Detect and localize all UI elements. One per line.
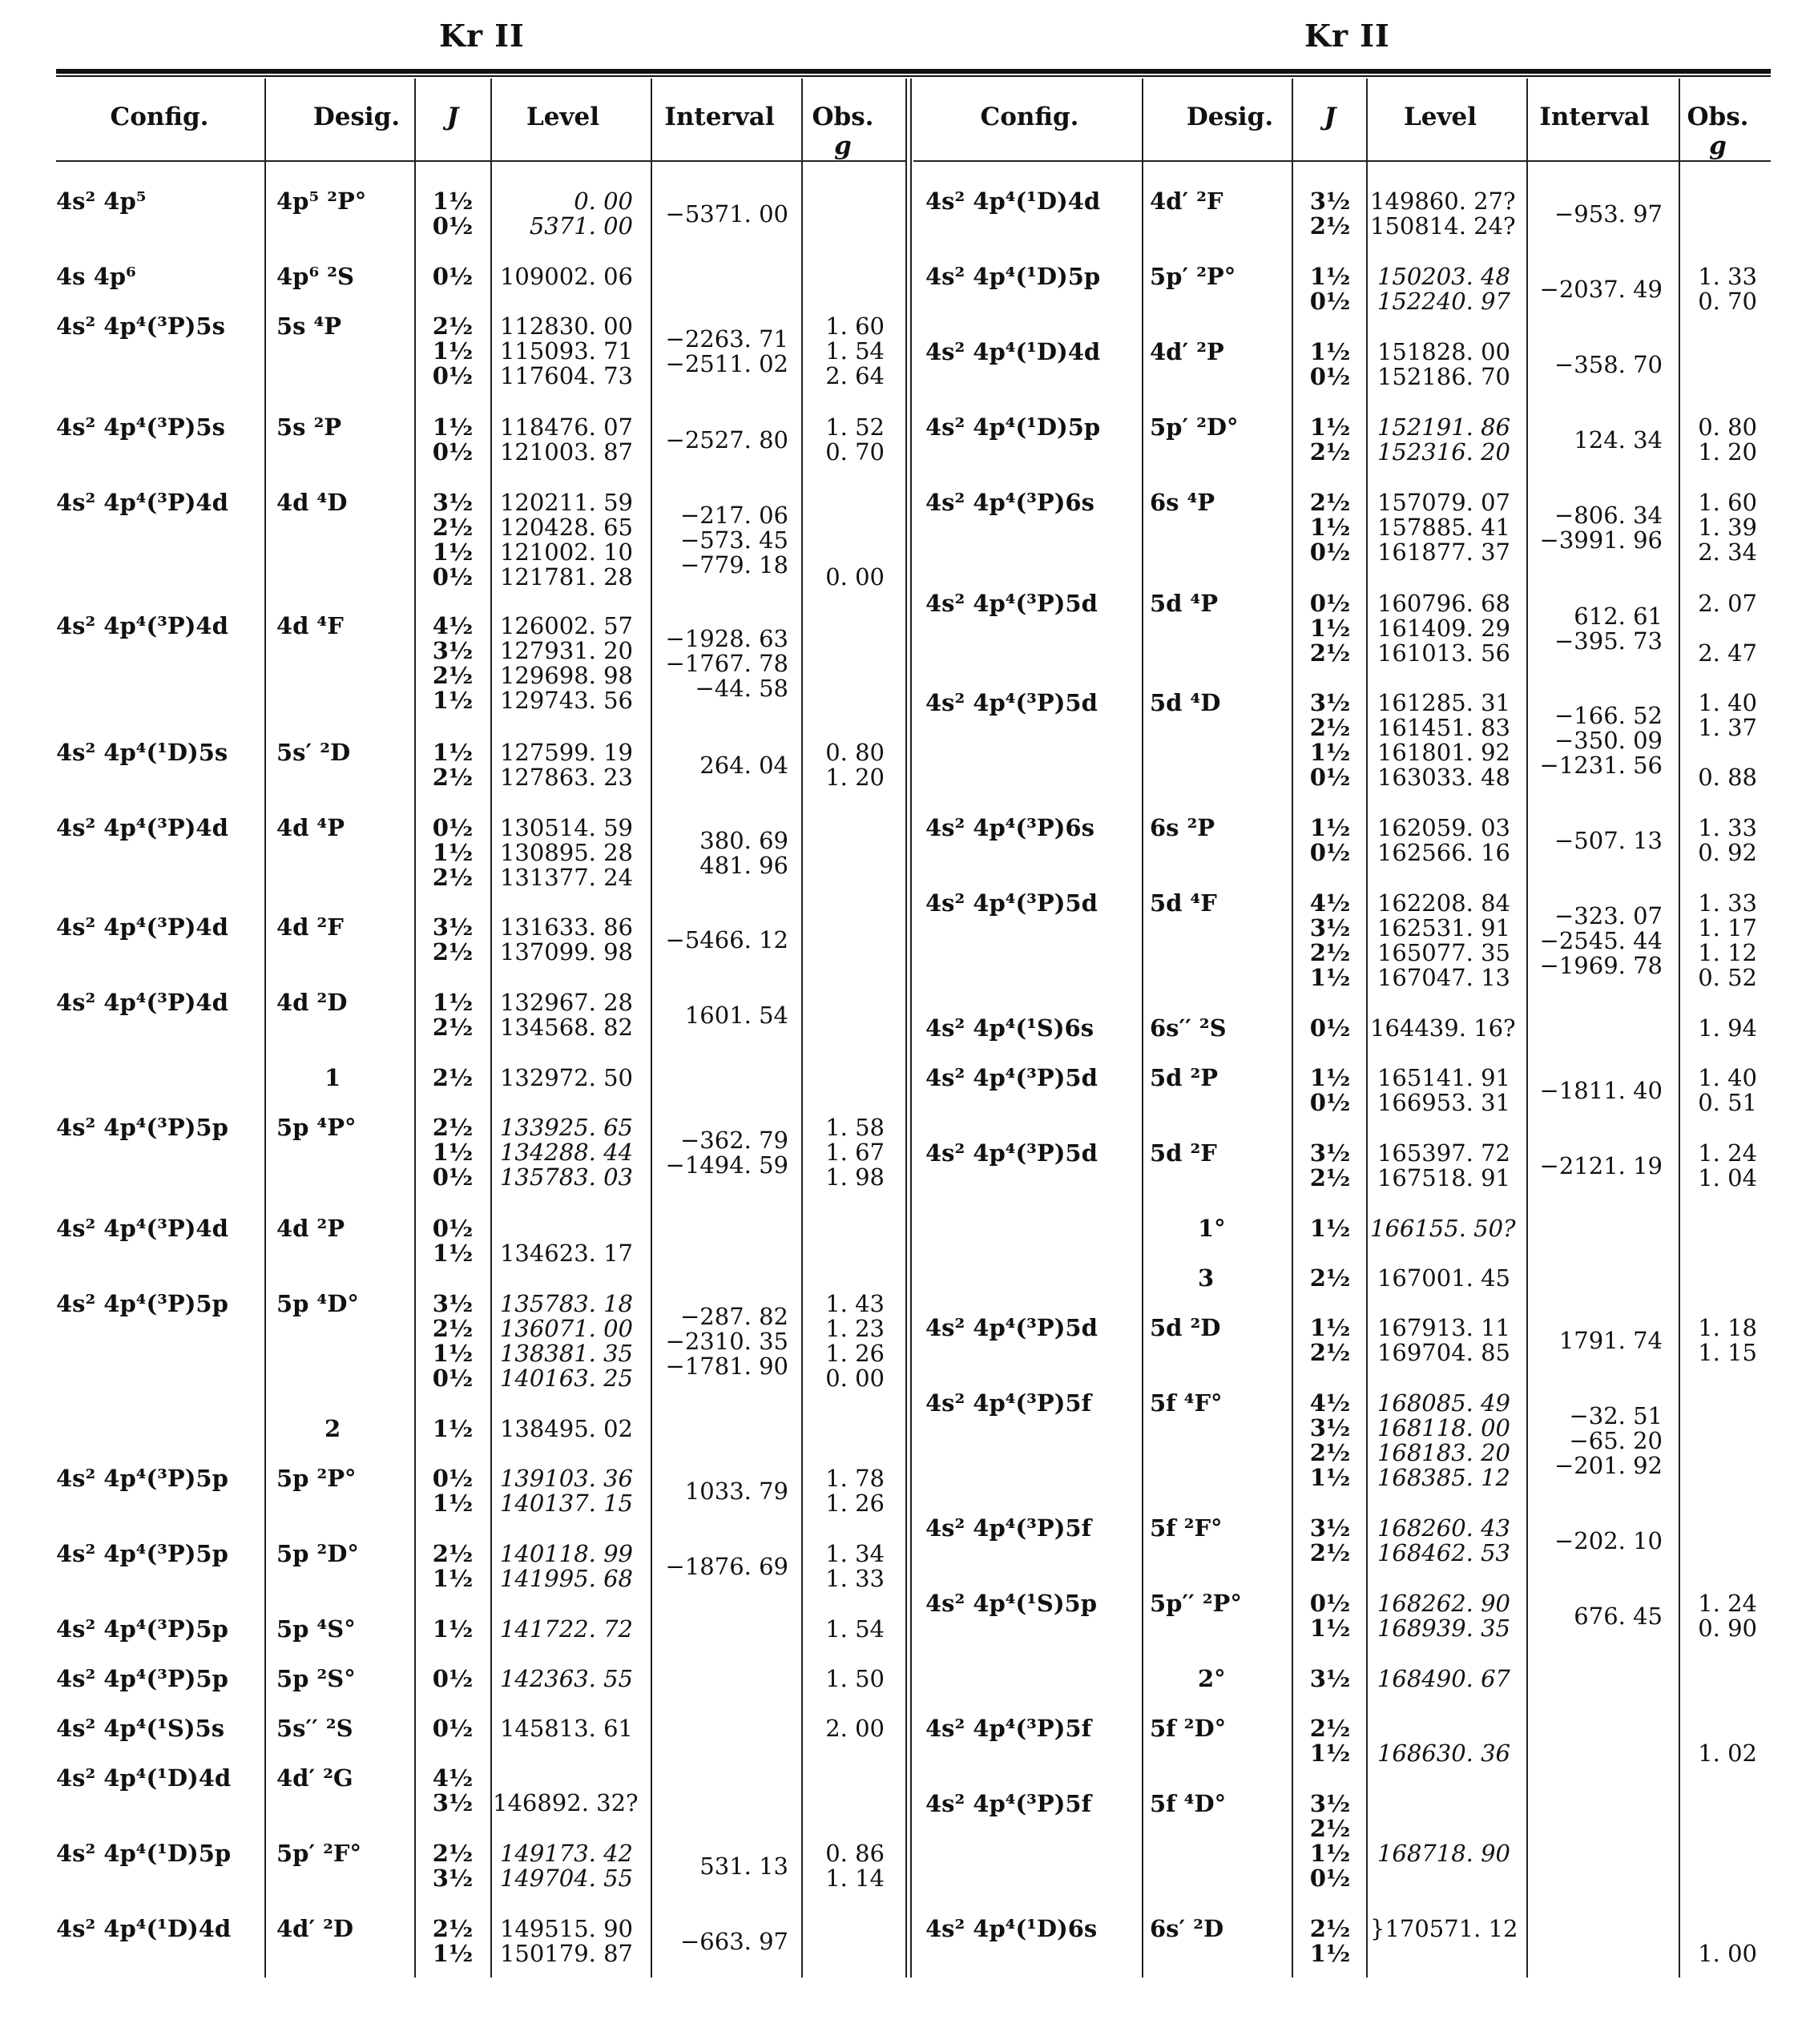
config-cell: 4s² 4p⁴(³P)6s [925,814,1094,841]
config-cell: 4s² 4p⁴(¹D)4d [56,1915,232,1942]
designation-cell: 4d ⁴P [276,814,345,841]
level-cell: 146892. 32? [493,1789,639,1816]
obs-g-cell: 1. 02 [1698,1740,1757,1767]
j-value-cell: 3½ 2½ [1309,1139,1351,1191]
designation-cell: 4d′ ²D [276,1915,354,1942]
column-header-j: J [446,103,459,131]
interval-cell: −217. 06 −573. 45 −779. 18 [680,501,788,579]
j-value-cell: 1½ 0½ [1309,263,1351,315]
interval-cell: 1033. 79 [684,1477,788,1505]
config-cell: 4s² 4p⁴(¹D)4d [56,1764,232,1792]
designation-cell: 5d ⁴P [1150,590,1219,617]
interval-cell: −362. 79 −1494. 59 [665,1126,788,1179]
designation-cell: 4d ²D [276,989,348,1016]
j-value-cell: 2½ 1½ 0½ [432,312,474,389]
obs-g-cell: 1. 40 1. 37 0. 88 [1698,689,1757,791]
obs-g-cell: 1. 58 1. 67 1. 98 [825,1114,885,1191]
designation-cell: 5s′ ²D [276,739,351,766]
j-value-cell: 0½ 1½ 2½ [432,814,474,891]
level-cell: 127599. 19 127863. 23 [499,739,633,791]
designation-cell: 6s′′ ²S [1150,1014,1227,1042]
config-cell: 4s² 4p⁴(³P)5p [56,1540,228,1567]
interval-cell: −2037. 49 [1539,275,1663,303]
designation-cell: 5d ⁴D [1150,689,1221,716]
column-header-config: Config. [110,103,209,131]
column-divider [1366,79,1368,1977]
j-value-cell: 0½ [1309,1014,1351,1042]
designation-cell: 3 [1198,1264,1215,1292]
header-underline-left [56,160,905,162]
level-cell: 168490. 67 [1377,1665,1510,1692]
level-cell: 132967. 28 134568. 82 [499,989,633,1041]
level-cell: 141722. 72 [499,1615,633,1643]
designation-cell: 4p⁵ ²P° [276,187,367,215]
config-cell: 4s² 4p⁴(³P)4d [56,612,228,639]
interval-cell: 124. 34 [1574,425,1663,454]
column-header-level: Level [526,103,600,131]
designation-cell: 5d ⁴F [1150,889,1217,917]
config-cell: 4s² 4p⁴(³P)5p [56,1114,228,1141]
config-cell: 4s² 4p⁵ [56,187,147,215]
designation-cell: 4d′ ²G [276,1764,353,1792]
config-cell: 4s² 4p⁴(³P)5d [925,1064,1098,1091]
level-cell: 134623. 17 [499,1240,633,1267]
designation-cell: 5p ⁴D° [276,1290,359,1317]
interval-cell: 531. 13 [699,1852,788,1880]
interval-cell: −953. 97 [1554,200,1663,228]
j-value-cell: 1½ 0½ [1309,1064,1351,1116]
level-cell: 145813. 61 [499,1715,633,1742]
interval-cell: −507. 13 [1554,826,1663,854]
interval-cell: −323. 07 −2545. 44 −1969. 78 [1539,901,1663,979]
level-cell: 131633. 86 137099. 98 [499,913,633,966]
interval-cell: −358. 70 [1554,350,1663,378]
config-cell: 4s² 4p⁴(³P)6s [925,489,1094,516]
j-value-cell: 3½ [1309,1665,1351,1692]
level-cell: 0. 00 5371. 00 [529,187,633,240]
column-divider [490,79,492,1977]
config-cell: 4s² 4p⁴(¹D)5p [925,263,1101,290]
level-cell: 168262. 90 168939. 35 [1377,1590,1510,1642]
designation-cell: 5f ⁴F° [1150,1389,1223,1417]
obs-g-cell: 1. 33 1. 17 1. 12 0. 52 [1698,889,1757,991]
interval-cell: −2121. 19 [1539,1151,1663,1179]
level-cell: 118476. 07 121003. 87 [499,413,633,466]
level-cell: 168718. 90 [1377,1840,1510,1867]
config-cell: 4s² 4p⁴(³P)5p [56,1665,228,1692]
level-cell: 112830. 00 115093. 71 117604. 73 [499,312,633,389]
j-value-cell: 1½ [1309,1215,1351,1242]
level-cell: 140118. 99 141995. 68 [499,1540,633,1592]
j-value-cell: 1½ 2½ [432,989,474,1041]
config-cell: 4s² 4p⁴(³P)5d [925,689,1098,716]
column-divider [414,79,416,1977]
interval-cell: −166. 52 −350. 09 −1231. 56 [1539,701,1663,779]
config-cell: 4s² 4p⁴(³P)5f [925,1790,1092,1817]
j-value-cell: 3½ 2½ 1½ 0½ [432,489,474,591]
level-cell: 151828. 00 152186. 70 [1377,338,1510,390]
config-cell: 4s² 4p⁴(³P)5s [56,312,225,340]
column-header-config: Config. [980,103,1079,131]
designation-cell: 2 [325,1415,341,1442]
config-cell: 4s² 4p⁴(¹D)4d [925,187,1101,215]
interval-cell: −806. 34 −3991. 96 [1539,501,1663,554]
config-cell: 4s² 4p⁴(¹S)5p [925,1590,1098,1617]
obs-g-cell: 1. 24 1. 04 [1698,1139,1757,1191]
j-value-cell: 1½ 0½ [1309,814,1351,866]
level-cell: 133925. 65 134288. 44 135783. 03 [499,1114,633,1191]
designation-cell: 5f ⁴D° [1150,1790,1227,1817]
column-header-obsg: Obs. g [812,103,874,160]
designation-cell: 5p ²D° [276,1540,359,1567]
level-cell: 130514. 59 130895. 28 131377. 24 [499,814,633,891]
designation-cell: 4d ²P [276,1215,345,1242]
config-cell: 4s² 4p⁴(³P)5s [56,413,225,441]
interval-cell: −1876. 69 [665,1552,788,1580]
designation-cell: 5p′ ²F° [276,1840,361,1867]
designation-cell: 5p ⁴S° [276,1615,356,1643]
top-double-rule [56,69,1771,74]
obs-g-cell: 1. 94 [1698,1014,1757,1042]
column-divider [1142,79,1143,1977]
level-cell: 160796. 68 161409. 29 161013. 56 [1377,590,1510,667]
level-cell: 167913. 11 169704. 85 [1377,1314,1510,1366]
level-cell: 165141. 91 166953. 31 [1377,1064,1510,1116]
j-value-cell: 2½ 1½ [432,1540,474,1592]
obs-g-cell: 1. 18 1. 15 [1698,1314,1757,1366]
column-divider [905,79,907,1977]
top-double-rule-thin [56,75,1771,77]
interval-cell: −32. 51 −65. 20 −201. 92 [1554,1401,1663,1479]
j-value-cell: 2½ [432,1064,474,1091]
designation-cell: 1 [325,1064,341,1091]
level-cell: 142363. 55 [499,1665,633,1692]
interval-cell: −5466. 12 [665,925,788,953]
obs-g-cell: 1. 00 [1698,1940,1757,1967]
level-cell: 166155. 50? [1370,1215,1516,1242]
designation-cell: 4p⁶ ²S [276,263,354,290]
designation-cell: 5p′ ²D° [1150,413,1239,441]
level-cell: }170571. 12 [1370,1915,1518,1942]
interval-cell: −202. 10 [1554,1526,1663,1554]
designation-cell: 6s ²P [1150,814,1215,841]
designation-cell: 6s′ ²D [1150,1915,1224,1942]
j-value-cell: 3½ 2½ 1½ 0½ [432,1290,474,1392]
designation-cell: 4d′ ²P [1150,338,1224,365]
column-header-level: Level [1403,103,1477,131]
level-cell: 120211. 59 120428. 65 121002. 10 121781. 28 [499,489,633,591]
config-cell: 4s² 4p⁴(³P)4d [56,989,228,1016]
j-value-cell: 0½ [432,263,474,290]
designation-cell: 4d′ ²F [1150,187,1223,215]
designation-cell: 5s ²P [276,413,342,441]
level-cell: 150203. 48 152240. 97 [1377,263,1510,315]
designation-cell: 5s′′ ²S [276,1715,353,1742]
config-cell: 4s² 4p⁴(¹D)5p [925,413,1101,441]
config-cell: 4s² 4p⁴(³P)5d [925,889,1098,917]
j-value-cell: 1½ [432,1415,474,1442]
designation-cell: 4d ⁴D [276,489,348,516]
designation-cell: 5d ²P [1150,1064,1219,1091]
config-cell: 4s² 4p⁴(³P)5p [56,1615,228,1643]
j-value-cell: 1½ 2½ [1309,1314,1351,1366]
j-value-cell: 2½ 1½ 0½ [1309,489,1351,566]
table-title-right: Kr II [1304,18,1390,54]
designation-cell: 5f ²F° [1150,1514,1223,1542]
obs-g-cell: 1. 60 1. 39 2. 34 [1698,489,1757,566]
level-cell: 135783. 18 136071. 00 138381. 35 140163. 25 [499,1290,633,1392]
interval-cell: 612. 61 −395. 73 [1554,602,1663,655]
level-cell: 149173. 42 149704. 55 [499,1840,633,1892]
obs-g-cell: 0. 00 [825,563,885,591]
j-value-cell: 1½ [432,1615,474,1643]
obs-g-cell: 1. 24 0. 90 [1698,1590,1757,1642]
config-cell: 4s² 4p⁴(³P)5f [925,1389,1092,1417]
interval-cell: −2527. 80 [665,425,788,454]
obs-g-cell: 0. 80 1. 20 [1698,413,1757,466]
interval-cell: −5371. 00 [665,200,788,228]
level-cell: 109002. 06 [499,263,633,290]
designation-cell: 5d ²F [1150,1139,1217,1167]
interval-cell: 264. 04 [699,751,788,779]
config-cell: 4s² 4p⁴(³P)5d [925,1139,1098,1167]
j-value-cell: 0½ 1½ [432,1465,474,1517]
j-value-cell: 3½ 2½ 1½ 0½ [1309,1790,1351,1892]
j-value-cell: 1½ 0½ [1309,338,1351,390]
config-cell: 4s² 4p⁴(³P)5d [925,1314,1098,1341]
column-header-obsg: Obs. g [1687,103,1749,160]
j-value-cell: 0½ [432,1715,474,1742]
level-cell: 164439. 16? [1370,1014,1516,1042]
j-value-cell: 4½ 3½ 2½ 1½ [1309,1389,1351,1491]
level-cell: 165397. 72 167518. 91 [1377,1139,1510,1191]
interval-cell: −1811. 40 [1539,1076,1663,1104]
obs-g-cell: 0. 80 1. 20 [825,739,885,791]
j-value-cell: 3½ 2½ [1309,1514,1351,1566]
j-value-cell: 0½ 1½ [1309,1590,1351,1642]
column-header-desig: Desig. [312,103,401,131]
obs-g-cell: 1. 33 0. 70 [1698,263,1757,315]
config-cell: 4s² 4p⁴(³P)4d [56,814,228,841]
config-cell: 4s² 4p⁴(³P)4d [56,1215,228,1242]
table-title-left: Kr II [439,18,525,54]
interval-cell: −2263. 71 −2511. 02 [665,325,788,377]
interval-cell: 676. 45 [1574,1602,1663,1630]
level-cell: 168260. 43 168462. 53 [1377,1514,1510,1566]
interval-cell: −287. 82 −2310. 35 −1781. 90 [665,1302,788,1380]
config-cell: 4s 4p⁶ [56,263,136,290]
level-cell: 138495. 02 [499,1415,633,1442]
designation-cell: 1° [1198,1215,1226,1242]
j-value-cell: 2½ 3½ [432,1840,474,1892]
level-cell: 132972. 50 [499,1064,633,1091]
level-cell: 152191. 86 152316. 20 [1377,413,1510,466]
obs-g-cell: 2. 00 [825,1715,885,1742]
designation-cell: 5p′ ²P° [1150,263,1236,290]
config-cell: 4s² 4p⁴(¹S)5s [56,1715,225,1742]
obs-g-cell: 1. 78 1. 26 [825,1465,885,1517]
obs-g-cell: 1. 54 [825,1615,885,1643]
designation-cell: 4d ²F [276,913,344,941]
designation-cell: 4d ⁴F [276,612,344,639]
config-cell: 4s² 4p⁴(³P)5d [925,590,1098,617]
designation-cell: 6s ⁴P [1150,489,1215,516]
j-value-cell: 2½ 1½ [1309,1915,1351,1967]
config-cell: 4s² 4p⁴(¹D)6s [925,1915,1098,1942]
j-value-cell: 2½ 1½ 0½ [432,1114,474,1191]
level-cell: 157079. 07 157885. 41 161877. 37 [1377,489,1510,566]
config-cell: 4s² 4p⁴(¹S)6s [925,1014,1094,1042]
j-value-cell: 4½ 3½ [432,1764,474,1816]
j-value-cell: 4½ 3½ 2½ 1½ [432,612,474,714]
level-cell: 161285. 31 161451. 83 161801. 92 163033. 48 [1377,689,1510,791]
config-cell: 4s² 4p⁴(¹D)5p [56,1840,232,1867]
config-cell: 4s² 4p⁴(³P)4d [56,489,228,516]
interval-cell: 1601. 54 [684,1001,788,1029]
designation-cell: 2° [1198,1665,1226,1692]
j-value-cell: 1½ 2½ [432,739,474,791]
level-cell: 167001. 45 [1377,1264,1510,1292]
obs-g-cell: 2. 07 2. 47 [1698,590,1757,667]
j-value-cell: 2½ 1½ [432,1915,474,1967]
j-value-cell: 3½ 2½ [1309,187,1351,240]
level-cell: 126002. 57 127931. 20 129698. 98 129743. 56 [499,612,633,714]
interval-cell: 380. 69 481. 96 [699,826,788,879]
obs-g-cell: 1. 43 1. 23 1. 26 0. 00 [825,1290,885,1392]
obs-g-cell: 1. 52 0. 70 [825,413,885,466]
designation-cell: 5f ²D° [1150,1715,1227,1742]
config-cell: 4s² 4p⁴(³P)4d [56,913,228,941]
level-cell: 168630. 36 [1377,1740,1510,1767]
config-cell: 4s² 4p⁴(³P)5f [925,1514,1092,1542]
j-value-cell: 2½ 1½ [1309,1715,1351,1767]
level-cell: 149515. 90 150179. 87 [499,1915,633,1967]
obs-g-cell: 1. 60 1. 54 2. 64 [825,312,885,389]
j-value-cell: 0½ 1½ 2½ [1309,590,1351,667]
designation-cell: 5p ²S° [276,1665,356,1692]
designation-cell: 5p ⁴P° [276,1114,357,1141]
j-value-cell: 3½ 2½ [432,913,474,966]
column-header-interval: Interval [664,103,775,131]
interval-cell: −663. 97 [680,1927,788,1955]
level-cell: 162208. 84 162531. 91 165077. 35 167047. 13 [1377,889,1510,991]
obs-g-cell: 1. 40 0. 51 [1698,1064,1757,1116]
level-cell: 139103. 36 140137. 15 [499,1465,633,1517]
obs-g-cell: 1. 33 0. 92 [1698,814,1757,866]
designation-cell: 5d ²D [1150,1314,1221,1341]
column-header-desig: Desig. [1186,103,1274,131]
config-cell: 4s² 4p⁴(³P)5p [56,1465,228,1492]
interval-cell: 1791. 74 [1558,1326,1663,1354]
column-header-j: J [1324,103,1336,131]
j-value-cell: 1½ 2½ [1309,413,1351,466]
j-value-cell: 1½ 0½ [432,187,474,240]
level-cell: 168085. 49 168118. 00 168183. 20 168385. 12 [1377,1389,1510,1491]
config-cell: 4s² 4p⁴(¹D)4d [925,338,1101,365]
j-value-cell: 1½ 0½ [432,413,474,466]
header-underline-right [913,160,1771,162]
config-cell: 4s² 4p⁴(³P)5p [56,1290,228,1317]
column-divider [264,79,266,1977]
config-cell: 4s² 4p⁴(³P)5f [925,1715,1092,1742]
j-value-cell: 2½ [1309,1264,1351,1292]
config-cell: 4s² 4p⁴(¹D)5s [56,739,228,766]
level-cell: 162059. 03 162566. 16 [1377,814,1510,866]
designation-cell: 5p ²P° [276,1465,357,1492]
interval-cell: −1928. 63 −1767. 78 −44. 58 [665,624,788,702]
j-value-cell: 0½ 1½ [432,1215,474,1267]
designation-cell: 5s ⁴P [276,312,342,340]
column-header-interval: Interval [1539,103,1650,131]
j-value-cell: 3½ 2½ 1½ 0½ [1309,689,1351,791]
level-cell: 149860. 27? 150814. 24? [1370,187,1516,240]
j-value-cell: 4½ 3½ 2½ 1½ [1309,889,1351,991]
obs-g-cell: 1. 34 1. 33 [825,1540,885,1592]
designation-cell: 5p′′ ²P° [1150,1590,1242,1617]
column-divider [910,79,912,1977]
j-value-cell: 0½ [432,1665,474,1692]
obs-g-cell: 0. 86 1. 14 [825,1840,885,1892]
obs-g-cell: 1. 50 [825,1665,885,1692]
